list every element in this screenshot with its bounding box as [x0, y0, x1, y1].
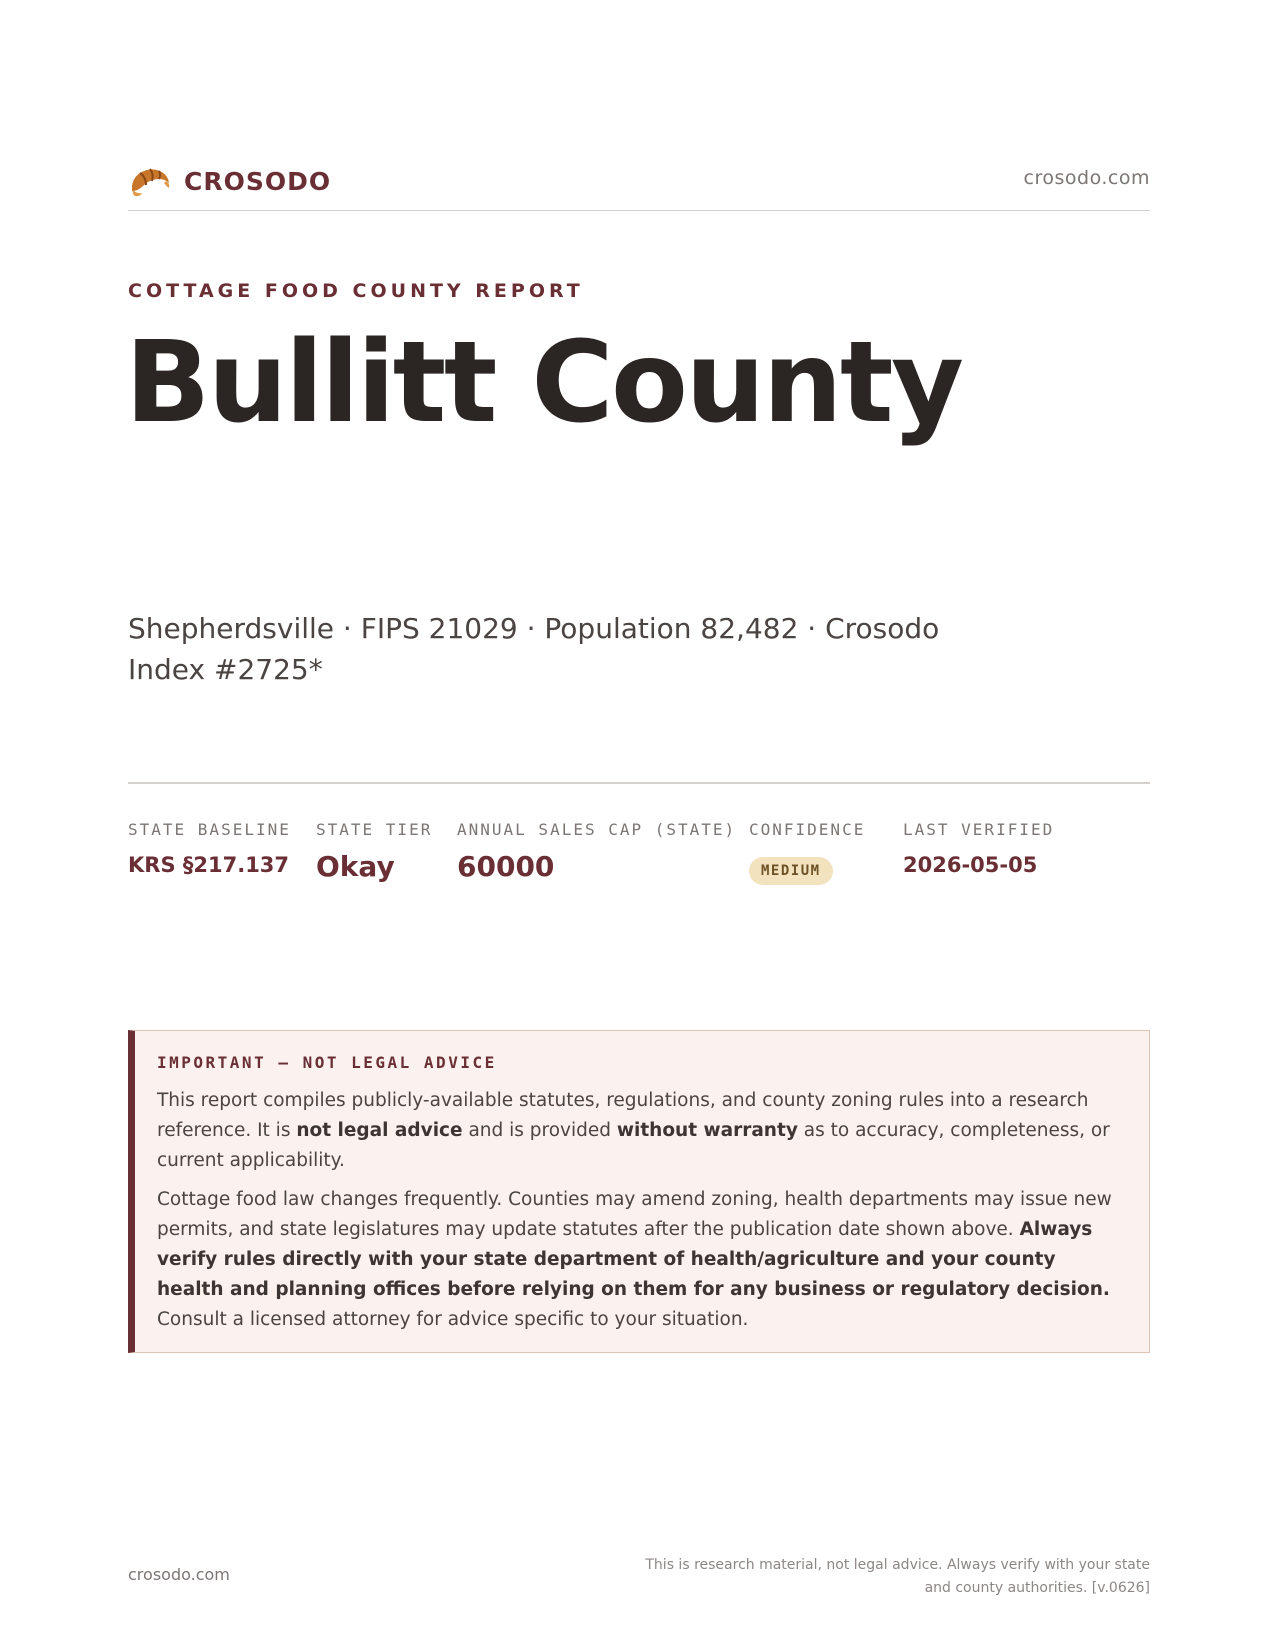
legal-notice: [128, 1030, 1150, 1353]
report-page: [125, 0, 1150, 1650]
stat-value: 2026-05-05: [903, 853, 1038, 877]
page-title: Bullitt County: [125, 318, 962, 448]
stat-confidence: [749, 820, 865, 885]
footer-disclaimer: This is research material, not legal advice. Always verify with your state and county authorities. [v.0626]: [645, 1557, 1150, 1596]
notice-title: IMPORTANT — NOT LEGAL ADVICE: [157, 1053, 497, 1072]
divider: [128, 782, 1150, 784]
stat-value: Okay: [316, 850, 395, 883]
stat-annual-sales-cap: [457, 820, 736, 883]
stat-state-baseline: [128, 820, 291, 877]
stat-value: KRS §217.137: [128, 853, 290, 877]
notice-paragraph: This report compiles publicly-available statutes, regulations, and county zoning rules into a research reference. It is not legal advice and is provided without warranty as to accuracy, completeness, or current applicability.: [157, 1090, 1110, 1171]
report-eyebrow: COTTAGE FOOD COUNTY REPORT: [128, 280, 584, 302]
county-subtitle: Shepherdsville · FIPS 21029 · Population 82,482 · Crosodo Index #2725*: [128, 612, 940, 686]
stat-last-verified: [903, 820, 1054, 877]
stat-label: CONFIDENCE: [749, 820, 866, 839]
brand: [128, 161, 331, 201]
stat-value: 60000: [457, 850, 555, 883]
stats-row: [128, 820, 1150, 890]
stat-label: STATE BASELINE: [128, 820, 291, 839]
confidence-badge: MEDIUM: [749, 857, 833, 885]
stat-state-tier: [316, 820, 432, 883]
brand-name: CROSODO: [184, 166, 332, 196]
croissant-icon: [128, 161, 172, 201]
page-header: [128, 155, 1150, 211]
stat-label: STATE TIER: [316, 820, 433, 839]
site-url-link[interactable]: crosodo.com: [1023, 167, 1150, 189]
stat-label: LAST VERIFIED: [903, 820, 1055, 839]
footer-site-link[interactable]: crosodo.com: [128, 1565, 230, 1584]
notice-paragraph: Cottage food law changes frequently. Counties may amend zoning, health departments may issue new permits, and state legislatures may update statutes after the publication date shown above. Always verify rules directly with your state department of health/agriculture and your county health and planning offices before relying on them for any business or regulatory decision. Consult a licensed attorney for advice specific to your situation.: [157, 1189, 1112, 1330]
stat-label: ANNUAL SALES CAP (STATE): [457, 820, 737, 839]
